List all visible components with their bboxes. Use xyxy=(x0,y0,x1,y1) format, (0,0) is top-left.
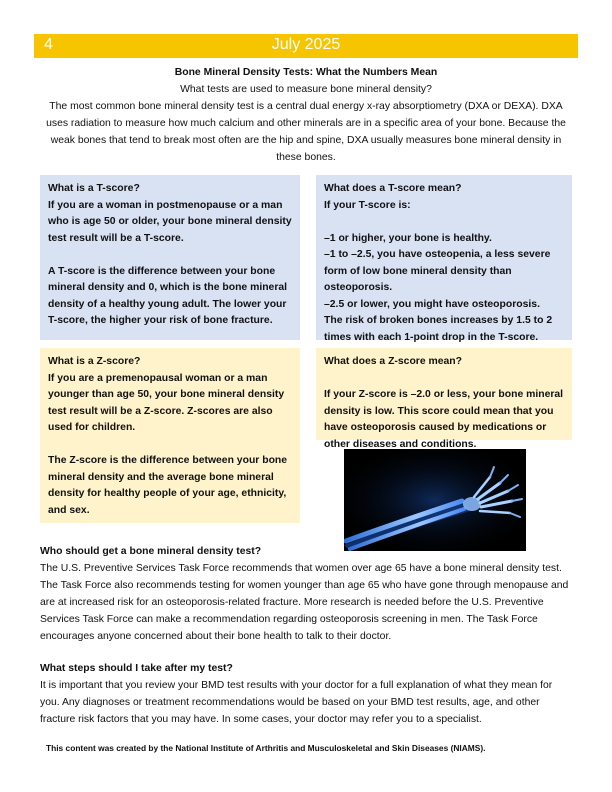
article-title: Bone Mineral Density Tests: What the Numbers Mean xyxy=(174,67,438,78)
zscore-meaning-heading: What does a Z-score mean? xyxy=(324,356,462,367)
tscore-meaning-line-2: –1 to –2.5, you have osteopenia, a less severe form of low bone mineral density than osteoporosis. xyxy=(324,249,551,293)
footer-credit: This content was created by the National Institute of Arthritis and Musculoskeletal and Skin Diseases (NIAMS). xyxy=(46,743,486,753)
tscore-meaning-line-4: The risk of broken bones increases by 1.5 to 2 times with each 1-point drop in the T-score. xyxy=(324,315,553,343)
next-steps-section xyxy=(40,660,572,728)
zscore-paragraph-2: The Z-score is the difference between your bone mineral density and the average bone mineral density for healthy people of your age, ethnicity, and sex. xyxy=(48,455,288,516)
tscore-box xyxy=(40,175,300,340)
intro-section xyxy=(40,64,572,166)
who-should-test-section xyxy=(40,543,572,645)
tscore-meaning-heading: What does a T-score mean? xyxy=(324,183,462,194)
tscore-paragraph-2: A T-score is the difference between your bone mineral density and 0, which is the bone mineral density of a healthy young adult. The lower your T-score, the higher your risk of bone fracture. xyxy=(48,265,288,326)
article-subtitle: What tests are used to measure bone mineral density? xyxy=(180,84,432,95)
intro-body: The most common bone mineral density test is a central dual energy x-ray absorptiometry (DXA or DEXA). DXA uses radiation to measure how much calcium and other minerals are in a specific area of your bone. Because the weak bones that tend to break most often are the hip and spine, DXA usually measures bone mineral density in these bones. xyxy=(46,101,566,163)
tscore-paragraph-1: If you are a woman in postmenopause or a man who is age 50 or older, your bone mineral density test result will be a T-score. xyxy=(48,199,292,244)
issue-date: July 2025 xyxy=(271,36,341,53)
tscore-meaning-line-1: –1 or higher, your bone is healthy. xyxy=(324,232,492,244)
page-number: 4 xyxy=(44,36,53,53)
who-should-test-heading: Who should get a bone mineral density test? xyxy=(40,546,262,557)
tscore-meaning-intro: If your T-score is: xyxy=(324,199,411,211)
zscore-box xyxy=(40,348,300,523)
header-banner xyxy=(34,34,578,58)
tscore-heading: What is a T-score? xyxy=(48,183,140,194)
zscore-paragraph-1: If you are a premenopausal woman or a man younger than age 50, your bone mineral density test result will be a Z-score. Z-scores are also used for children. xyxy=(48,372,285,433)
tscore-meaning-line-3: –2.5 or lower, you might have osteoporosis. xyxy=(324,298,540,310)
zscore-meaning-paragraph: If your Z-score is –2.0 or less, your bone mineral density is low. This score could mean that you have osteoporosis caused by medications or other diseases and conditions. xyxy=(324,389,564,450)
forearm-xray-image xyxy=(344,449,526,551)
zscore-meaning-box xyxy=(316,348,572,450)
xray-illustration xyxy=(344,449,526,551)
tscore-meaning-box xyxy=(316,175,572,343)
who-should-test-body: The U.S. Preventive Services Task Force recommends that women over age 65 have a bone mineral density test. The Task Force also recommends testing for women younger than age 65 who have gone through menopause and are at increased risk for an osteoporosis-related fracture. More research is needed before the U.S. Preventive Services Task Force can make a recommendation regarding osteoporosis screening in men. The Task Force encourages anyone concerned about their bone health to talk to their doctor. xyxy=(40,563,569,642)
next-steps-heading: What steps should I take after my test? xyxy=(40,663,233,674)
next-steps-body: It is important that you review your BMD test results with your doctor for a full explanation of what they mean for you. Any diagnoses or treatment recommendations would be based on your BMD test results, age, and other fracture risk factors that you may have. In some cases, your doctor may refer you to a specialist. xyxy=(40,680,553,725)
zscore-heading: What is a Z-score? xyxy=(48,356,141,367)
